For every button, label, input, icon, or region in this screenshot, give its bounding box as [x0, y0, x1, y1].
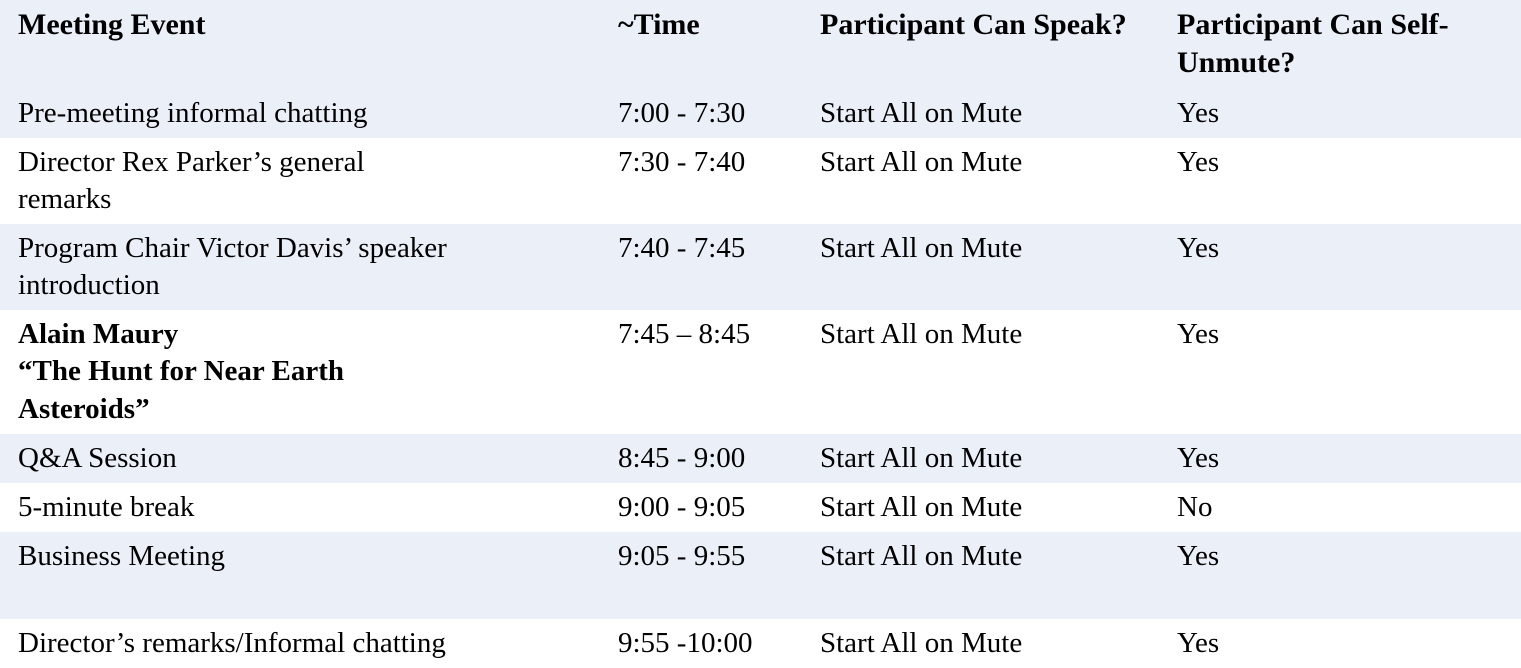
cell-time: 9:05 - 9:55 — [600, 532, 802, 619]
cell-time: 7:40 - 7:45 — [600, 224, 802, 310]
cell-event-line-1: Program Chair Victor Davis’ speaker — [18, 232, 447, 265]
cell-participant-can-speak: Start All on Mute — [802, 483, 1159, 532]
cell-participant-can-self-unmute: Yes — [1159, 89, 1521, 138]
cell-participant-can-self-unmute: Yes — [1159, 532, 1521, 619]
cell-participant-can-speak: Start All on Mute — [802, 434, 1159, 483]
cell-participant-can-speak: Start All on Mute — [802, 89, 1159, 138]
cell-event-line-1: Director’s remarks/Informal chatting — [18, 626, 446, 659]
cell-meeting-event — [0, 619, 600, 668]
cell-participant-can-speak: Start All on Mute — [802, 619, 1159, 668]
cell-time: 9:00 - 9:05 — [600, 483, 802, 532]
cell-event-line-2: remarks — [18, 183, 112, 215]
cell-event-line-1: 5-minute break — [18, 490, 195, 523]
table-row — [0, 224, 1521, 310]
table-row — [0, 619, 1521, 668]
cell-event-line-1: Business Meeting — [18, 539, 226, 572]
cell-event-line-1: Alain Maury — [18, 318, 179, 351]
cell-time: 7:00 - 7:30 — [600, 89, 802, 138]
cell-meeting-event — [0, 532, 600, 619]
cell-time: 7:45 – 8:45 — [600, 310, 802, 433]
table-row — [0, 89, 1521, 138]
column-header-participant-can-speak: Participant Can Speak? — [802, 0, 1159, 89]
cell-participant-can-speak: Start All on Mute — [802, 224, 1159, 310]
cell-participant-can-self-unmute: Yes — [1159, 138, 1521, 224]
cell-participant-can-self-unmute: Yes — [1159, 310, 1521, 433]
table-row — [0, 483, 1521, 532]
cell-event-line-3: Asteroids” — [18, 392, 150, 425]
table-row — [0, 532, 1521, 619]
cell-event-line-1: Q&A Session — [18, 441, 177, 474]
cell-meeting-event — [0, 89, 600, 138]
cell-participant-can-self-unmute: Yes — [1159, 434, 1521, 483]
cell-time: 8:45 - 9:00 — [600, 434, 802, 483]
table-row — [0, 310, 1521, 433]
table-body — [0, 89, 1521, 668]
cell-meeting-event — [0, 310, 600, 433]
cell-meeting-event — [0, 138, 600, 224]
cell-event-line-2: “The Hunt for Near Earth — [18, 355, 344, 388]
cell-meeting-event — [0, 434, 600, 483]
cell-participant-can-speak: Start All on Mute — [802, 310, 1159, 433]
cell-participant-can-self-unmute: No — [1159, 483, 1521, 532]
cell-participant-can-speak: Start All on Mute — [802, 532, 1159, 619]
column-header-time: ~Time — [600, 0, 802, 89]
cell-time: 9:55 -10:00 — [600, 619, 802, 668]
cell-meeting-event — [0, 483, 600, 532]
cell-participant-can-speak: Start All on Mute — [802, 138, 1159, 224]
table-header — [0, 0, 1521, 89]
cell-time: 7:30 - 7:40 — [600, 138, 802, 224]
cell-event-line-1: Pre-meeting informal chatting — [18, 96, 368, 129]
cell-participant-can-self-unmute: Yes — [1159, 619, 1521, 668]
cell-participant-can-self-unmute: Yes — [1159, 224, 1521, 310]
column-header-participant-can-self-unmute: Participant Can Self-Unmute? — [1159, 0, 1521, 89]
table-header-row — [0, 0, 1521, 89]
column-header-meeting-event: Meeting Event — [0, 0, 600, 89]
cell-meeting-event — [0, 224, 600, 310]
table-row — [0, 138, 1521, 224]
cell-event-line-2: introduction — [18, 269, 160, 302]
cell-event-line-1: Director Rex Parker’s general — [18, 145, 365, 178]
table-row — [0, 434, 1521, 483]
